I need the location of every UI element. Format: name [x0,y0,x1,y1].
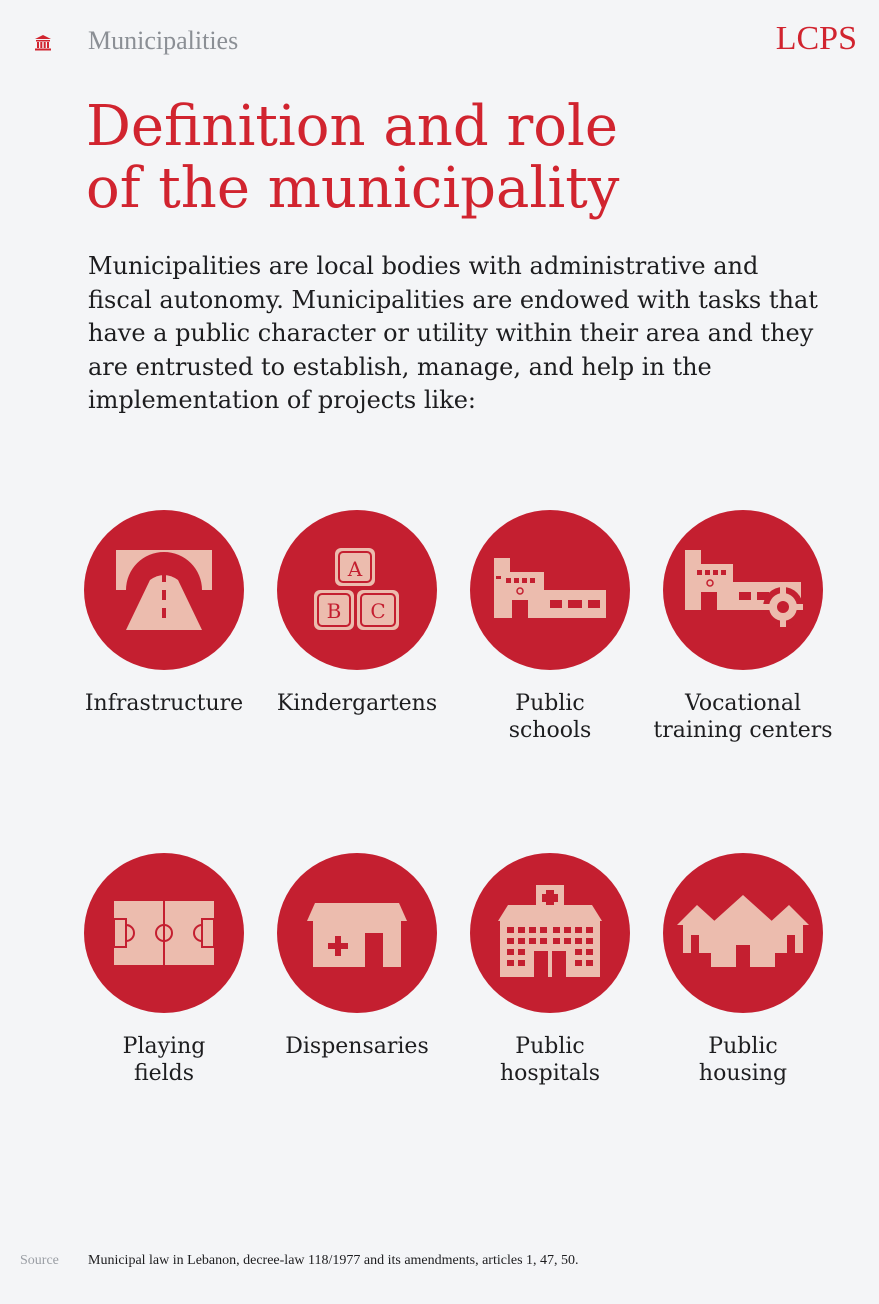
project-item-infrastructure [64,510,264,717]
icon-circle [470,510,630,670]
dispensary-icon [277,853,437,1013]
project-label: Dispensaries [285,1034,429,1059]
project-item-playing-fields [64,853,264,1087]
icon-circle [277,510,437,670]
project-item-public-housing [643,853,843,1087]
project-item-public-hospitals [450,853,650,1087]
project-label: Infrastructure [84,691,244,716]
title-line-2: of the municipality [86,156,620,221]
hospital-icon [470,853,630,1013]
playing-field-icon [84,853,244,1013]
icon-circle [277,853,437,1013]
source-text: Municipal law in Lebanon, decree-law 118/1977 and its amendments, articles 1, 47, 50. [88,1253,579,1268]
road-tunnel-icon [84,510,244,670]
block-letter-b: B [326,599,342,623]
block-letter-c: C [370,599,386,623]
project-label: Kindergartens [276,691,438,716]
section-title: Municipalities [88,26,239,55]
project-item-kindergartens [257,510,457,717]
title-line-1: Definition and role [86,94,618,159]
lcps-logo[interactable]: LCPS [775,20,857,57]
school-building-icon [470,510,630,670]
source-label: Source [20,1253,59,1268]
project-item-public-schools [450,510,650,744]
abc-blocks-icon [277,510,437,670]
project-label: Public housing [698,1034,788,1086]
icon-circle [663,510,823,670]
project-label: Public schools [508,691,592,743]
icon-circle [663,853,823,1013]
icon-circle [84,510,244,670]
icon-circle [470,853,630,1013]
project-label: Vocational training centers [653,691,833,743]
houses-icon [663,853,823,1013]
intro-paragraph: Municipalities are local bodies with administrative and fiscal autonomy. Municipalities are endowed with tasks that have a public character or utility within their area and they are entrusted to establish, manage, and help in the implementation of projects like: [88,252,818,415]
project-item-vocational-training [643,510,843,744]
project-label: Public hospitals [499,1034,601,1086]
icon-circle [84,853,244,1013]
project-label: Playing fields [122,1034,206,1086]
project-item-dispensaries [257,853,457,1060]
training-center-gear-icon [663,510,823,670]
block-letter-a: A [347,557,363,581]
